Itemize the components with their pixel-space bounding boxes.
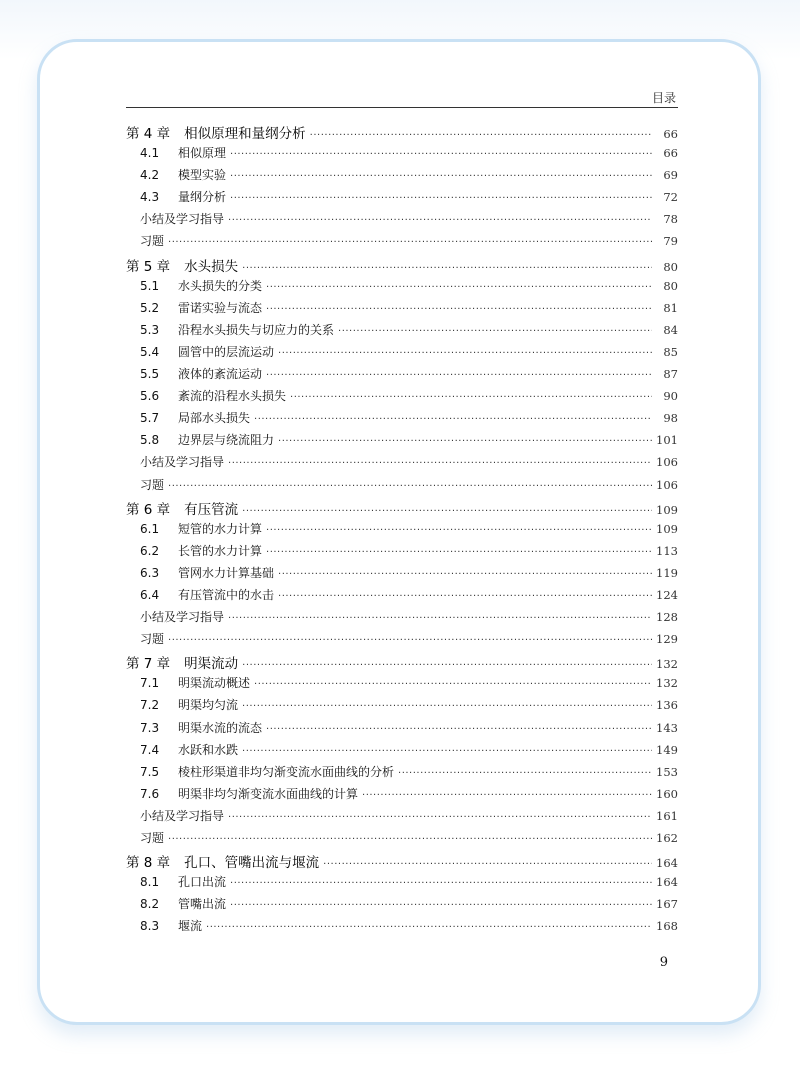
toc-section-entry <box>126 144 678 166</box>
dot-leader <box>254 679 652 690</box>
entry-page-number: 106 <box>656 455 678 470</box>
entry-page-number: 109 <box>656 521 678 536</box>
toc-section-entry <box>126 365 678 387</box>
entry-title: 量纲分析 <box>178 190 227 205</box>
dot-leader <box>290 392 652 403</box>
dot-leader <box>206 922 652 933</box>
dot-leader <box>242 506 652 517</box>
entry-page-number: 113 <box>656 543 678 558</box>
dot-leader <box>168 635 652 646</box>
toc-section-entry <box>126 387 678 409</box>
toc-extra-entry <box>126 807 678 829</box>
entry-page-number: 109 <box>656 502 678 517</box>
entry-number: 5.3 <box>140 322 160 337</box>
dot-leader <box>228 613 652 624</box>
toc-section-entry <box>126 674 678 696</box>
toc-section-entry <box>126 431 678 453</box>
entry-page-number: 72 <box>663 190 678 205</box>
toc-extra-entry <box>126 453 678 475</box>
header-rule <box>126 107 678 108</box>
toc-section-entry <box>126 873 678 895</box>
entry-page-number: 79 <box>663 234 678 249</box>
entry-page-number: 90 <box>663 389 678 404</box>
entry-number: 5.5 <box>140 367 160 382</box>
page-number: 9 <box>659 955 668 970</box>
dot-leader <box>228 458 652 469</box>
dot-leader <box>242 263 652 274</box>
toc-section-entry <box>126 785 678 807</box>
dot-leader <box>230 193 652 204</box>
entry-page-number: 119 <box>656 565 678 580</box>
dot-leader <box>242 660 652 671</box>
entry-title: 边界层与绕流阻力 <box>178 433 275 448</box>
entry-page-number: 84 <box>663 322 678 337</box>
toc-section-entry <box>126 586 678 608</box>
entry-number: 5.7 <box>140 411 160 426</box>
entry-number: 7.4 <box>140 742 160 757</box>
entry-number: 第 5 章 <box>126 258 171 275</box>
entry-title: 棱柱形渠道非均匀渐变流水面曲线的分析 <box>178 764 395 779</box>
entry-page-number: 164 <box>656 856 678 871</box>
dot-leader <box>254 414 652 425</box>
dot-leader <box>398 768 652 779</box>
entry-page-number: 66 <box>663 146 678 161</box>
entry-number: 4.1 <box>140 146 160 161</box>
entry-number: 5.8 <box>140 433 160 448</box>
toc-section-entry <box>126 719 678 741</box>
entry-page-number: 78 <box>663 212 678 227</box>
entry-number: 5.1 <box>140 278 160 293</box>
toc-section-entry <box>126 741 678 763</box>
dot-leader <box>266 304 652 315</box>
toc-section-entry <box>126 321 678 343</box>
toc-extra-entry <box>126 630 678 652</box>
entry-number: 5.4 <box>140 344 160 359</box>
entry-title: 小结及学习指导 <box>140 455 225 470</box>
entry-page-number: 164 <box>656 875 678 890</box>
toc-extra-entry <box>126 232 678 254</box>
entry-title: 圆管中的层流运动 <box>178 344 275 359</box>
entry-title: 孔口、管嘴出流与堰流 <box>184 855 320 872</box>
dot-leader <box>266 370 652 381</box>
dot-leader <box>168 481 652 492</box>
toc-section-entry <box>126 895 678 917</box>
dot-leader <box>323 859 652 870</box>
toc-section-entry <box>126 564 678 586</box>
entry-number: 8.1 <box>140 875 160 890</box>
entry-title: 小结及学习指导 <box>140 610 225 625</box>
entry-title: 明渠水流的流态 <box>178 720 263 735</box>
dot-leader <box>242 746 652 757</box>
entry-title: 局部水头损失 <box>178 411 251 426</box>
entry-title: 习题 <box>140 234 165 249</box>
dot-leader <box>230 878 652 889</box>
dot-leader <box>278 569 652 580</box>
toc-section-entry <box>126 343 678 365</box>
entry-number: 7.6 <box>140 786 160 801</box>
entry-title: 有压管流中的水击 <box>178 587 275 602</box>
dot-leader <box>362 790 652 801</box>
dot-leader <box>228 215 652 226</box>
entry-number: 7.1 <box>140 676 160 691</box>
dot-leader <box>266 724 652 735</box>
entry-title: 小结及学习指导 <box>140 212 225 227</box>
toc-section-entry <box>126 277 678 299</box>
entry-title: 小结及学习指导 <box>140 808 225 823</box>
toc-extra-entry <box>126 210 678 232</box>
entry-page-number: 69 <box>663 168 678 183</box>
entry-number: 8.2 <box>140 897 160 912</box>
entry-number: 7.3 <box>140 720 160 735</box>
entry-title: 相似原理和量纲分析 <box>184 126 306 142</box>
dot-leader <box>168 237 652 248</box>
entry-title: 紊流的沿程水头损失 <box>178 389 287 404</box>
entry-number: 6.4 <box>140 587 160 602</box>
toc-chapter-entry <box>126 122 678 144</box>
entry-title: 习题 <box>140 477 165 492</box>
entry-page-number: 128 <box>656 610 678 625</box>
entry-title: 短管的水力计算 <box>178 521 263 536</box>
entry-page-number: 81 <box>663 300 678 315</box>
toc-extra-entry <box>126 829 678 851</box>
entry-page-number: 149 <box>656 742 678 757</box>
dot-leader <box>230 900 652 911</box>
entry-page-number: 161 <box>656 808 678 823</box>
entry-title: 相似原理 <box>178 146 227 161</box>
entry-title: 明渠流动 <box>184 656 239 673</box>
running-head: 目录 <box>651 91 676 105</box>
entry-page-number: 85 <box>663 344 678 359</box>
toc-section-entry <box>126 763 678 785</box>
entry-title: 管嘴出流 <box>178 897 227 912</box>
entry-title: 孔口出流 <box>178 875 227 890</box>
toc-section-entry <box>126 542 678 564</box>
toc-section-entry <box>126 299 678 321</box>
entry-title: 习题 <box>140 632 165 647</box>
entry-title: 习题 <box>140 831 165 845</box>
toc-section-entry <box>126 188 678 210</box>
toc-section-entry <box>126 696 678 718</box>
entry-page-number: 80 <box>663 259 678 274</box>
entry-page-number: 80 <box>663 278 678 293</box>
entry-title: 堰流 <box>178 919 203 934</box>
entry-page-number: 153 <box>656 764 678 779</box>
entry-title: 管网水力计算基础 <box>178 565 275 580</box>
entry-title: 水跃和水跌 <box>178 742 239 757</box>
toc-section-entry <box>126 917 678 939</box>
entry-number: 4.2 <box>140 168 160 183</box>
entry-page-number: 66 <box>663 127 678 141</box>
entry-number: 第 4 章 <box>126 126 171 142</box>
entry-number: 5.6 <box>140 389 160 404</box>
entry-title: 有压管流 <box>184 501 239 518</box>
entry-title: 明渠流动概述 <box>178 676 251 691</box>
entry-number: 4.3 <box>140 190 160 205</box>
entry-number: 6.1 <box>140 521 160 536</box>
entry-number: 6.2 <box>140 543 160 558</box>
entry-page-number: 132 <box>656 676 678 691</box>
entry-title: 沿程水头损失与切应力的关系 <box>178 322 335 337</box>
entry-page-number: 160 <box>656 786 678 801</box>
dot-leader <box>338 326 652 337</box>
entry-page-number: 136 <box>656 698 678 713</box>
entry-number: 第 7 章 <box>126 656 171 673</box>
entry-page-number: 87 <box>663 367 678 382</box>
toc-section-entry <box>126 409 678 431</box>
entry-number: 5.2 <box>140 300 160 315</box>
toc-chapter-entry <box>126 652 678 674</box>
entry-page-number: 143 <box>656 720 678 735</box>
entry-title: 液体的紊流运动 <box>178 367 263 382</box>
entry-page-number: 162 <box>656 831 678 845</box>
entry-title: 雷诺实验与流态 <box>178 300 263 315</box>
entry-page-number: 168 <box>656 919 678 934</box>
dot-leader <box>266 547 652 558</box>
entry-page-number: 98 <box>663 411 678 426</box>
dot-leader <box>228 812 652 823</box>
dot-leader <box>230 171 652 182</box>
entry-title: 水头损失的分类 <box>178 278 263 293</box>
entry-number: 6.3 <box>140 565 160 580</box>
dot-leader <box>168 834 652 845</box>
toc-chapter-entry <box>126 498 678 520</box>
toc-extra-entry <box>126 608 678 630</box>
dot-leader <box>278 436 652 447</box>
entry-page-number: 101 <box>656 433 678 448</box>
entry-title: 明渠非均匀渐变流水面曲线的计算 <box>178 786 359 801</box>
entry-page-number: 132 <box>656 657 678 672</box>
table-of-contents <box>126 122 678 939</box>
entry-title: 长管的水力计算 <box>178 543 263 558</box>
entry-page-number: 106 <box>656 477 678 492</box>
entry-number: 7.2 <box>140 698 160 713</box>
entry-page-number: 124 <box>656 587 678 602</box>
entry-title: 水头损失 <box>184 258 239 275</box>
dot-leader <box>242 701 652 712</box>
entry-page-number: 129 <box>656 632 678 647</box>
entry-number: 第 8 章 <box>126 855 171 872</box>
toc-extra-entry <box>126 476 678 498</box>
entry-number: 8.3 <box>140 919 160 934</box>
dot-leader <box>310 130 652 141</box>
entry-title: 模型实验 <box>178 168 227 183</box>
dot-leader <box>278 348 652 359</box>
dot-leader <box>230 149 652 160</box>
toc-section-entry <box>126 520 678 542</box>
dot-leader <box>266 282 652 293</box>
entry-number: 第 6 章 <box>126 501 171 518</box>
entry-title: 明渠均匀流 <box>178 698 239 713</box>
toc-section-entry <box>126 166 678 188</box>
dot-leader <box>278 591 652 602</box>
entry-number: 7.5 <box>140 764 160 779</box>
entry-page-number: 167 <box>656 897 678 912</box>
toc-chapter-entry <box>126 851 678 873</box>
dot-leader <box>266 525 652 536</box>
toc-chapter-entry <box>126 255 678 277</box>
